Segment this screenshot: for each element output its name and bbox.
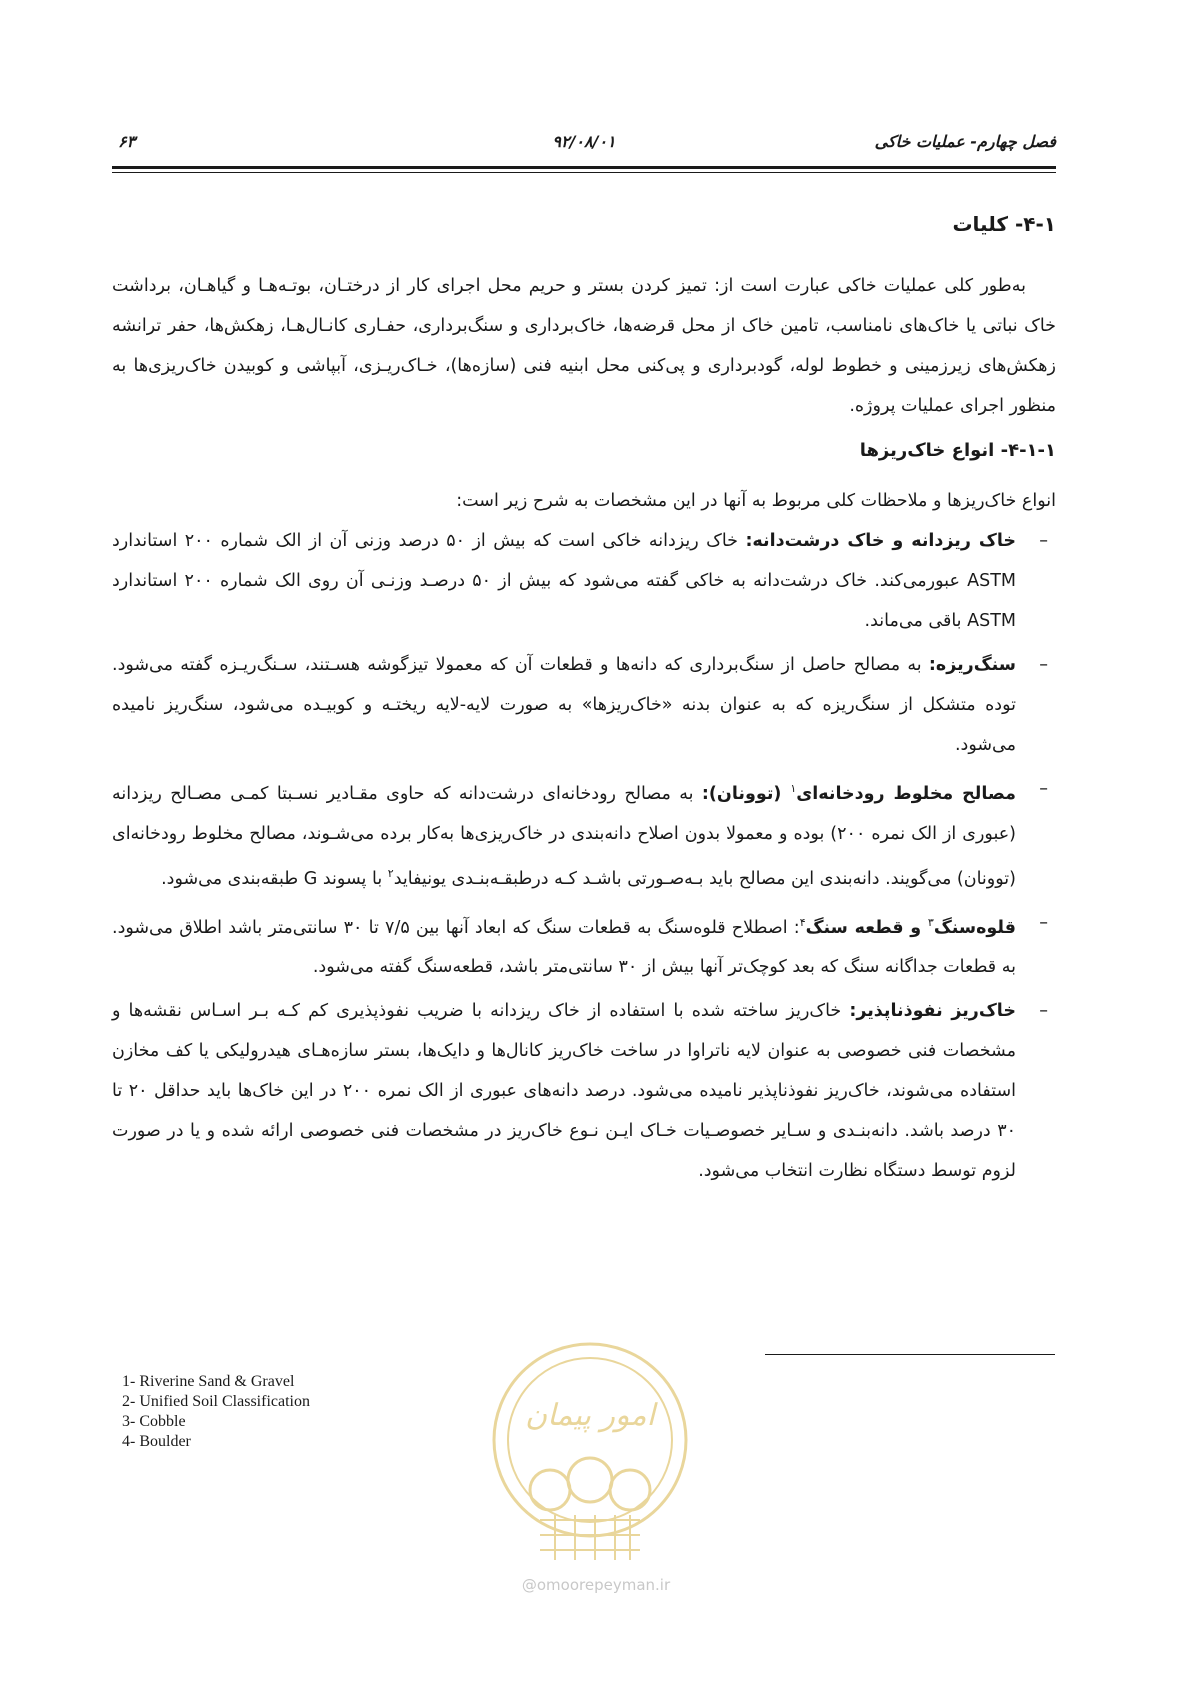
item-text: به مصالح حاصل از سنگ‌برداری که دانه‌ها و قطعات آن که معمولا تیزگوشه هسـتند، سـنگ‌ریـزه گفته می‌شود. توده متشکل از سنگ‌ریزه که به عنوان بدنه «خاک‌ریزها» به صورت لایه-لایه ریختـه و کوبیـده می‌شود، سنگ‌ریز نامیده می‌شود. xyxy=(112,655,1016,755)
list-dash: – xyxy=(1039,779,1048,799)
list-dash: – xyxy=(1039,1001,1048,1022)
footnote-ref: ۴ xyxy=(799,915,806,929)
footnote: 4- Boulder xyxy=(122,1433,191,1450)
list-dash: – xyxy=(1039,655,1048,675)
subsection-intro: انواع خاک‌ریزها و ملاحظات کلی مربوط به آنها در این مشخصات به شرح زیر است: xyxy=(456,491,1056,511)
footnote: 3- Cobble xyxy=(122,1413,186,1430)
item-title: خاک‌ریز نفوذناپذیر: xyxy=(849,1001,1016,1022)
list-item xyxy=(112,521,1056,641)
header-rule-thin xyxy=(112,172,1056,173)
subsection-heading: ۴-۱-۱- انواع خاک‌ریزها xyxy=(859,440,1056,461)
footnote: 1- Riverine Sand & Gravel xyxy=(122,1373,295,1390)
section-intro-paragraph: به‌طور کلی عملیات خاکی عبارت است از: تمیز کردن بستر و حریم محل اجرای کار از درختـان، بوتـه‌هـا و گیاهـان، برداشت خاک نباتی یا خاک‌های نامناسب، تامین خاک از محل قرضه‌ها، خاک‌برداری و سنگ‌برداری، حفـاری کانـال‌هـا، زهکش‌ها، حفر ترانشه زهکش‌های زیرزمینی و خطوط لوله، گودبرداری و پی‌کنی محل ابنیه فنی (سازه‌ها)، خـاک‌ریـزی، آبپاشی و کوبیدن خاک‌ریزی‌ها به منظور اجرای عملیات پروژه. xyxy=(112,276,1056,416)
header-date: ۹۲/۰۸/۰۱ xyxy=(552,132,616,151)
item-title: مصالح مخلوط رودخانه‌ای xyxy=(796,783,1017,804)
header-rule-thick xyxy=(112,166,1056,169)
item-title-cont: و قطعه سنگ xyxy=(805,917,928,938)
item-title-cont: (توونان): xyxy=(701,783,791,804)
list-item xyxy=(112,903,1056,988)
watermark-logo-icon xyxy=(480,1330,700,1570)
watermark-logo-text: امور پیمان xyxy=(525,1398,655,1433)
item-title: سنگ‌ریزه: xyxy=(928,655,1016,675)
item-text: : اصطلاح قلوه‌سنگ به قطعات سنگ که ابعاد آنها بین ۷/۵ تا ۳۰ سانتی‌متر باشد اطلاق می‌شود. به قطعات جداگانه سنگ که بعد کوچک‌تر آنها بیش از ۳۰ سانتی‌متر باشد، قطعه‌سنگ گفته می‌شود. xyxy=(112,917,1016,978)
item-text: به مصالح رودخانه‌ای درشت‌دانه که حاوی مقـادیر نسـبتا کمـی مصـالح ریزدانه (عبوری از الک نمره ۲۰۰) بوده و معمولا بدون اصلاح دانه‌بندی در خاک‌ریزی‌ها به‌کار برده می‌شـوند، مصالح مخلوط رودخانه‌ای (توونان) می‌گویند. دانه‌بندی این مصالح باید بـه‌صـورتی باشـد کـه درطبقـه‌بنـدی یونیفاید xyxy=(112,783,1016,889)
chapter-title: فصل چهارم- عملیات خاکی xyxy=(874,132,1056,151)
soil-types-list xyxy=(112,521,1056,1191)
list-dash: – xyxy=(1039,531,1048,551)
footnote-ref: ۳ xyxy=(927,915,934,929)
item-text: خاک‌ریز ساخته شده با استفاده از خاک ریزدانه با ضریب نفوذپذیری کم کـه بـر اسـاس نقشه‌ها و مشخصات فنی خصوصی به عنوان لایه ناتراوا در ساخت خاک‌ریز کانال‌ها و دایک‌ها، بستر سازه‌هـای هیدرولیکی یا کف مخازن استفاده می‌شوند، خاک‌ریز نفوذناپذیر نامیده می‌شود. درصد دانه‌های عبوری از الک نمره ۲۰۰ در این خاک‌ها باید حداقل ۲۰ تا ۳۰ درصد باشد. دانه‌بنـدی و سـایر خصوصـیات خـاک ایـن نـوع خاک‌ریز در مشخصات فنی خصوصی ارائه شده و یا در صورت لزوم توسط دستگاه نظارت انتخاب می‌شود. xyxy=(112,1001,1016,1182)
page-header xyxy=(112,132,1056,156)
item-text: خاک ریزدانه خاکی است که بیش از ۵۰ درصد وزنی آن از الک شماره ۲۰۰ استاندارد ASTM عبورمی‌کند. خاک درشت‌دانه به خاکی گفته می‌شود که بیش از ۵۰ درصـد وزنـی آن روی الک شماره ۲۰۰ استاندارد ASTM باقی می‌ماند. xyxy=(112,531,1016,631)
list-item xyxy=(112,991,1056,1191)
footnote-ref: ۱ xyxy=(790,782,797,795)
main-content xyxy=(112,212,1056,1195)
item-title: خاک ریزدانه و خاک درشت‌دانه: xyxy=(745,531,1017,551)
page-number: ۶۳ xyxy=(118,132,136,151)
list-dash: – xyxy=(1039,912,1048,933)
footnote: 2- Unified Soil Classification xyxy=(122,1393,310,1410)
section-heading: ۴-۱- کلیات xyxy=(952,212,1056,236)
item-text-cont: با پسوند G طبقه‌بندی می‌شود. xyxy=(161,868,388,889)
list-item xyxy=(112,645,1056,765)
footnote-rule xyxy=(765,1354,1055,1355)
footnotes xyxy=(122,1372,310,1452)
list-item xyxy=(112,769,1056,899)
item-title: قلوه‌سنگ xyxy=(933,917,1016,938)
watermark-site: @omoorepeyman.ir xyxy=(521,1576,671,1594)
footnote-ref: ۲ xyxy=(387,866,394,880)
